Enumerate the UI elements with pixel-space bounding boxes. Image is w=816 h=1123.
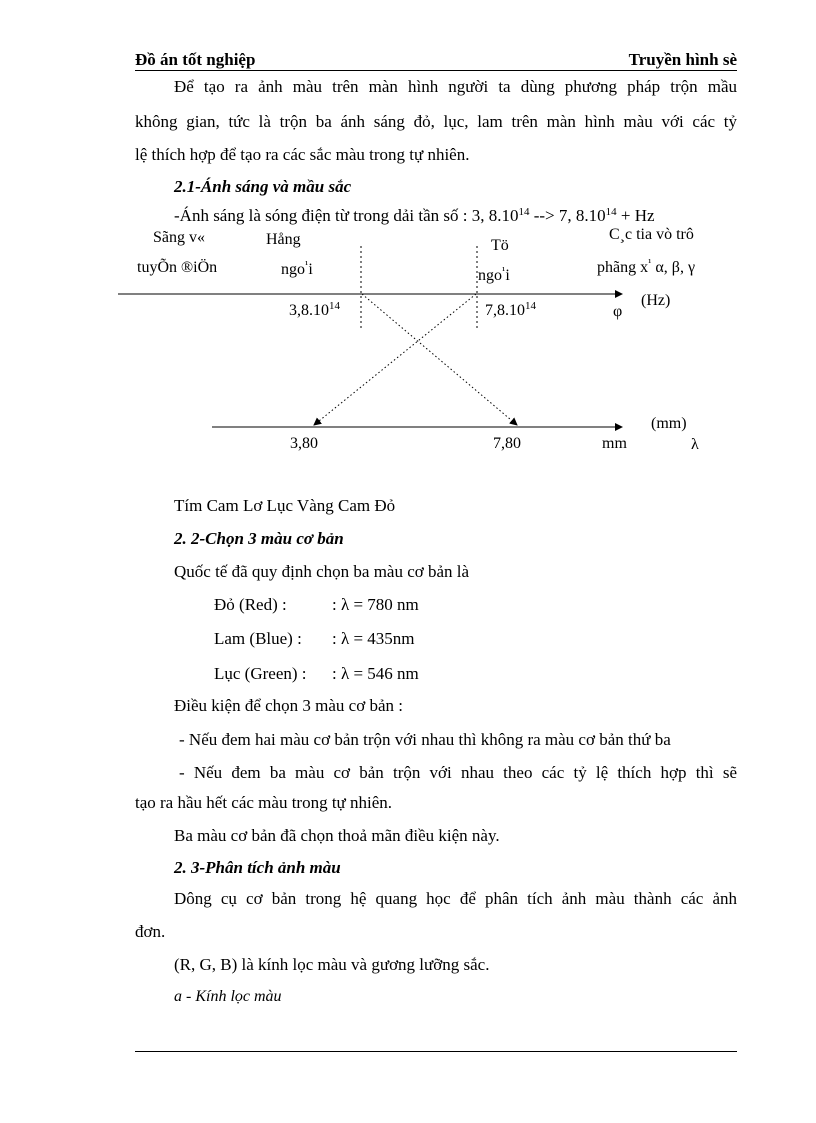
label-radio-2: tuyÕn ®iÖn [137, 259, 218, 276]
condition-2-line-1: - Nếu đem ba màu cơ bản trộn với nhau theo các tỷ lệ thích hợp thì sẽ [179, 763, 737, 782]
primary-blue-name: Lam (Blue) : [214, 629, 302, 648]
label-uv-2: ngo$^{^1}$i [478, 265, 510, 284]
conditions-satisfied: Ba màu cơ bản đã chọn thoả mãn điều kiện này. [174, 826, 500, 845]
label-wavelength-2: 7,80 [493, 435, 521, 452]
condition-1: - Nếu đem hai màu cơ bản trộn với nhau thì không ra màu cơ bản thứ ba [179, 730, 671, 749]
label-cosmic-rays-1: C¸c tia vò trô [609, 226, 694, 243]
primary-red-value: : λ = 780 nm [332, 595, 419, 614]
spectrum-range-line: -Ánh sáng là sóng điện từ trong dải tần số : 3, 8.10$^{14}$ --> 7, $8.10^{14} + Hz$ [174, 206, 655, 225]
footer-rule [135, 1051, 737, 1052]
primary-blue-value: : λ = 435nm [332, 629, 415, 648]
analysis-line-3: (R, G, B) là kính lọc màu và gương lưỡng sắc. [174, 955, 490, 974]
label-infrared-1: Hång [266, 231, 301, 248]
analysis-line-2: đơn. [135, 922, 166, 941]
label-phi: φ [613, 303, 623, 320]
condition-2-line-2: tạo ra hầu hết các màu trong tự nhiên. [135, 793, 393, 812]
primary-green-value: : λ = 546 nm [332, 664, 419, 683]
label-hz: (Hz) [641, 292, 671, 309]
label-wavelength-1: 3,80 [290, 435, 318, 452]
label-freq-1: 3,8.10$^{14}$ [289, 300, 340, 319]
section-1-heading: 2.1-Ánh sáng và mầu sắc [174, 177, 352, 196]
label-freq-2: 7,8.10$^{14}$ [485, 300, 536, 319]
intro-line-3: lệ thích hợp để tạo ra các sắc màu trong tự nhiên. [135, 145, 470, 164]
label-cosmic-rays-2: phãng $x^{^1}$ α, β, γ [597, 257, 696, 276]
subsection-a-heading: a - Kính lọc màu [174, 988, 282, 1005]
section-2-heading: 2. 2-Chọn 3 màu cơ bản [174, 529, 344, 548]
primaries-intro: Quốc tế đã quy định chọn ba màu cơ bản là [174, 562, 470, 581]
label-mm-paren: (mm) [651, 415, 687, 432]
label-radio-1: Sãng v« [153, 229, 205, 246]
label-infrared-2: ngo$^{^1}$i [281, 259, 313, 278]
section-3-heading: 2. 3-Phân tích ảnh màu [174, 858, 341, 877]
primary-red-name: Đỏ (Red) : [214, 595, 287, 614]
analysis-line-1: Dông cụ cơ bản trong hệ quang học để phân tích ảnh màu thành các ảnh [174, 889, 737, 908]
primary-green-name: Lục (Green) : [214, 664, 307, 683]
intro-line-2: không gian, tức là trộn ba ánh sáng đỏ, lục, lam trên màn hình màu với các tỷ [135, 112, 737, 131]
header-left: Đồ án tốt nghiệp [135, 50, 256, 69]
conditions-title: Điều kiện để chọn 3 màu cơ bản : [174, 696, 403, 715]
color-sequence: Tím Cam Lơ Lục Vàng Cam Đỏ [174, 496, 396, 515]
intro-line-1: Để tạo ra ảnh màu trên màn hình người ta dùng phương pháp trộn mầu [174, 77, 737, 96]
label-lambda: λ [691, 436, 699, 453]
label-mm: mm [602, 435, 627, 452]
header-right: Truyền hình sè [628, 50, 737, 69]
label-uv-1: Tö [491, 237, 509, 254]
